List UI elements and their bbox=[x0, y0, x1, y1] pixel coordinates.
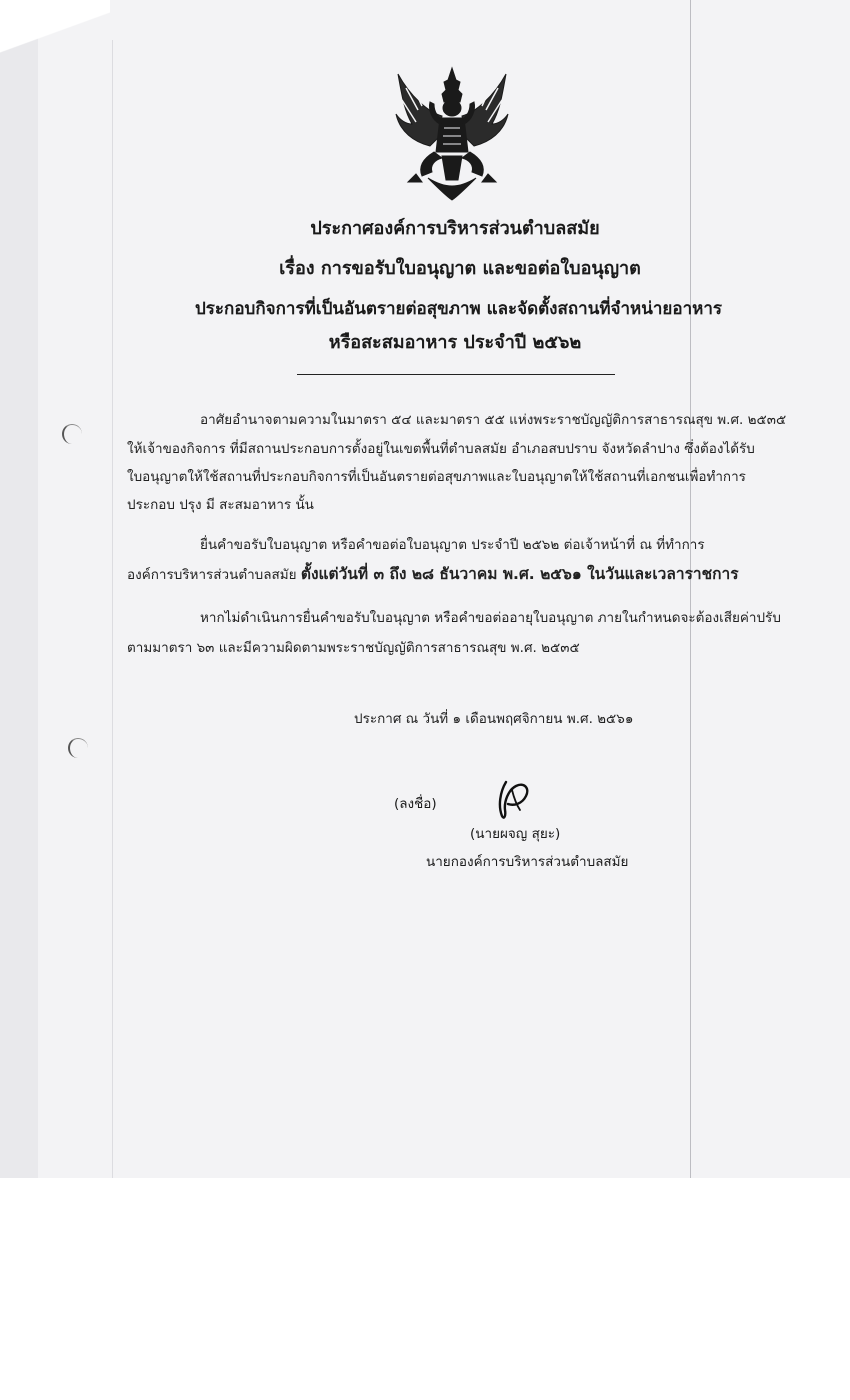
paragraph3-line1: หากไม่ดำเนินการยื่นคำขอรับใบอนุญาต หรือคำขอต่ออายุใบอนุญาต ภายในกำหนดจะต้องเสียค่าปรับ bbox=[200, 610, 781, 626]
signer-title: นายกองค์การบริหารส่วนตำบลสมัย bbox=[426, 854, 629, 870]
signer-name: (นายผจญ สุยะ) bbox=[470, 826, 561, 842]
announcement-subject-line2: ประกอบกิจการที่เป็นอันตรายต่อสุขภาพ และจัดตั้งสถานที่จำหน่ายอาหาร bbox=[195, 299, 722, 319]
paragraph2-line2-normal: องค์การบริหารส่วนตำบลสมัย bbox=[127, 567, 301, 583]
punch-hole-top bbox=[62, 424, 82, 444]
paragraph1-line3: ใบอนุญาตให้ใช้สถานที่ประกอบกิจการที่เป็นอันตรายต่อสุขภาพและใบอนุญาตให้ใช้สถานที่เอกชนเพื่อทำการ bbox=[127, 469, 746, 485]
signature-label: (ลงชื่อ) bbox=[394, 796, 437, 812]
announcement-title: ประกาศองค์การบริหารส่วนตำบลสมัย bbox=[310, 218, 600, 239]
title-divider bbox=[297, 374, 615, 375]
paragraph1-line4: ประกอบ ปรุง มี สะสมอาหาร นั้น bbox=[127, 497, 314, 513]
handwritten-signature-icon bbox=[490, 776, 536, 824]
corner-fold bbox=[0, 0, 110, 64]
announcement-date: ประกาศ ณ วันที่ ๑ เดือนพฤศจิกายน พ.ศ. ๒๕๖๑ bbox=[354, 711, 634, 727]
fold-line-left bbox=[112, 40, 113, 1178]
paragraph2-deadline: ตั้งแต่วันที่ ๓ ถึง ๒๘ ธันวาคม พ.ศ. ๒๕๖๑ ในวันและเวลาราชการ bbox=[300, 565, 739, 583]
announcement-subject-line3: หรือสะสมอาหาร ประจำปี ๒๕๖๒ bbox=[328, 332, 582, 353]
punch-hole-bottom bbox=[68, 738, 88, 758]
paragraph3-line2: ตามมาตรา ๖๓ และมีความผิดตามพระราชบัญญัติการสาธารณสุข พ.ศ. ๒๕๓๕ bbox=[127, 640, 580, 656]
paragraph1-line2: ให้เจ้าของกิจการ ที่มีสถานประกอบการตั้งอยู่ในเขตพื้นที่ตำบลสมัย อำเภอสบปราบ จังหวัดลำปาง ซึ่งต้องได้รับ bbox=[127, 441, 755, 457]
garuda-emblem-icon bbox=[388, 66, 516, 202]
paragraph2-line1: ยื่นคำขอรับใบอนุญาต หรือคำขอต่อใบอนุญาต ประจำปี ๒๕๖๒ ต่อเจ้าหน้าที่ ณ ที่ทำการ bbox=[200, 537, 705, 553]
scan-edge-strip bbox=[0, 0, 38, 1178]
paragraph1-line1: อาศัยอำนาจตามความในมาตรา ๕๔ และมาตรา ๕๕ แห่งพระราชบัญญัติการสาธารณสุข พ.ศ. ๒๕๓๕ bbox=[200, 412, 787, 428]
fold-line-right bbox=[690, 0, 691, 1178]
announcement-subject: เรื่อง การขอรับใบอนุญาต และขอต่อใบอนุญาต bbox=[279, 258, 641, 279]
paragraph2-line2 bbox=[127, 564, 739, 585]
